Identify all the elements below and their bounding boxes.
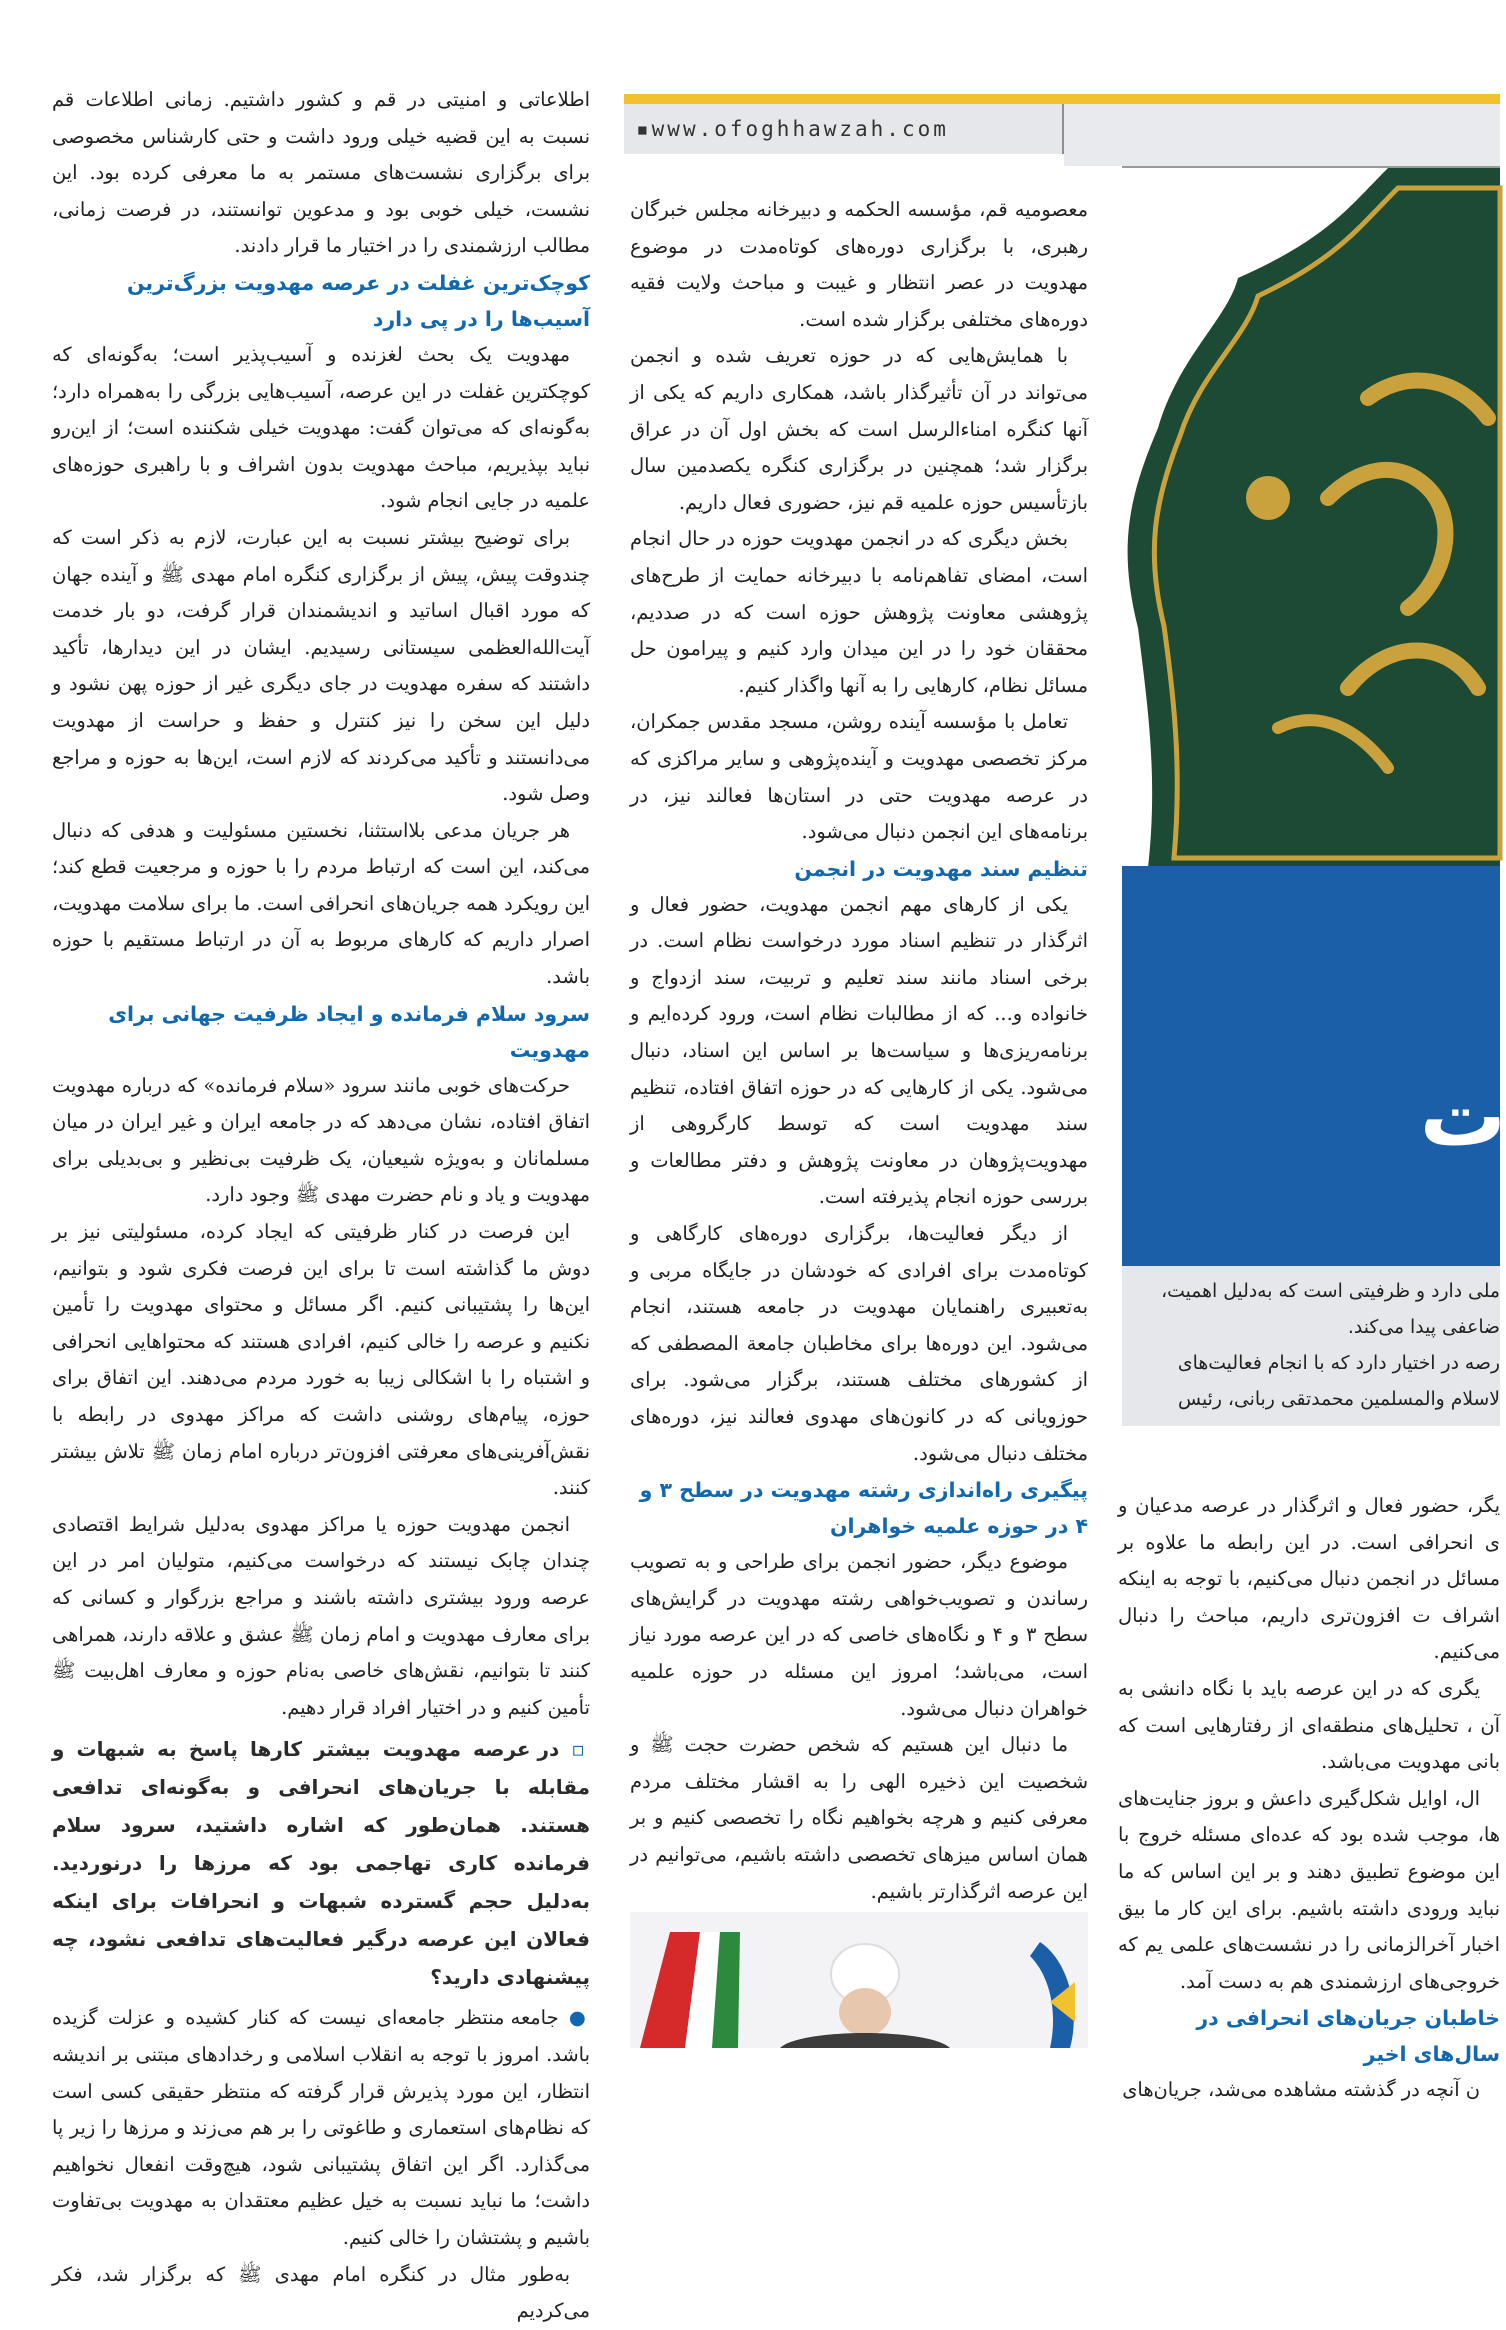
paragraph: حرکت‌های خوبی مانند سرود «سلام فرمانده» که درباره مهدویت اتفاق افتاده، نشان می‌دهد که در جامعه ایران و غیر ایران در میان مسلمانان و به‌ویژه شیعیان، یک ظرفیت بی‌نظیر و بی‌بدیلی برای مهدویت و یاد و نام حضرت مهدی ﷺ وجود دارد. bbox=[52, 1073, 590, 1207]
section-heading: پیگیری راه‌اندازی رشته مهدویت در سطح ۳ و ۴ در حوزه علمیه خواهران bbox=[639, 1478, 1088, 1539]
emblem-seal-icon bbox=[1246, 476, 1290, 520]
paragraph: با همایش‌هایی که در حوزه تعریف شده و انجمن می‌تواند در آن تأثیرگذار باشد، همکاری داریم که یکی از آنها کنگره امناء‌الرسل است که بخش اول آن در عراق برگزار شد؛ همچنین در برگزاری کنگره یکصدمین سال بازتأسیس حوزه علمیه قم نیز، حضوری فعال داریم. bbox=[630, 344, 1088, 514]
paragraph: تعامل با مؤسسه آینده روشن، مسجد مقدس جمکران، مرکز تخصصی مهدویت و آینده‌پژوهی و سایر مراکزی که در عرصه مهدویت حتی در استان‌ها فعالند نیز، در برنامه‌های این انجمن دنبال می‌شود. bbox=[630, 710, 1088, 844]
website-url-label bbox=[624, 104, 1064, 154]
section-heading: سرود سلام فرمانده و ایجاد ظرفیت جهانی برای مهدویت bbox=[108, 1001, 590, 1062]
paragraph: ما دنبال این هستیم که شخص حضرت حجت ﷺ و شخصیت این ذخیره الهی را به اقشار مختلف مردم معرفی کنیم و هرچه بخواهیم نگاه را تخصصی کنیم و بر همان اساس میزهای تخصصی داشته باشیم، می‌توانیم در این عرصه اثرگذارتر باشیم. bbox=[630, 1733, 1088, 1903]
section-heading: کوچک‌ترین غفلت در عرصه مهدویت بزرگ‌ترین آسیب‌ها را در پی دارد bbox=[126, 270, 590, 331]
paragraph: موضوع دیگر، حضور انجمن برای طراحی و به تصویب رساندن و تصویب‌خواهی رشته مهدویت در گرایش‌های سطح ۳ و ۴ و نگاه‌های خاصی که در این عرصه مورد نیاز است، می‌باشد؛ امروز این مسئله در حوزه علمیه خواهران دنبال می‌شود. bbox=[630, 1550, 1088, 1720]
article-column-right bbox=[1118, 1488, 1500, 2102]
photo-illustration bbox=[630, 1912, 1088, 2048]
summary-line: رصه در اختیار دارد که با انجام فعالیت‌های bbox=[1177, 1353, 1500, 1374]
summary-box bbox=[1122, 1266, 1500, 1426]
paragraph: مهدویت یک بحث لغزنده و آسیب‌پذیر است؛ به‌گونه‌ای که کوچکترین غفلت در این عرصه، آسیب‌هایی بزرگی را به‌همراه دارد؛ به‌گونه‌ای که می‌توان گفت: مهدویت خیلی شکننده است؛ از این‌رو نباید بپذیریم، مباحث مهدویت بدون اشراف و با راهبری حوزه‌های علمیه در جایی انجام شود. bbox=[52, 342, 590, 513]
interviewee-photo bbox=[630, 1912, 1088, 2048]
question-marker-icon: ▫ bbox=[571, 1737, 590, 1762]
title-glyph: ت bbox=[1419, 1066, 1506, 1166]
face-shape bbox=[839, 1988, 891, 2036]
summary-line: لاسلام والمسلمین محمدتقی ربانی، رئیس bbox=[1178, 1389, 1500, 1410]
section-heading: خاطبان جریان‌های انحرافی در سال‌های اخیر bbox=[1196, 2006, 1500, 2067]
summary-line: ملی دارد و ظرفیتی است که به‌دلیل اهمیت، bbox=[1161, 1281, 1500, 1302]
emblem-artwork bbox=[1118, 168, 1500, 868]
paragraph: یگری که در این عرصه باید با نگاه دانشی به آن ، تحلیل‌های منطقه‌ای از رفتارهایی است که بانی مهدویت می‌باشد. bbox=[1118, 1676, 1500, 1774]
paragraph: برای توضیح بیشتر نسبت به این عبارت، لازم به ذکر است که چندوقت پیش، پیش از برگزاری کنگره امام مهدی ﷺ و آینده جهان که مورد اقبال اساتید و اندیشمندان قرار گرفت، دو بار خدمت آیت‌الله‌العظمی سیستانی رسیدیم. ایشان در این دیدارها، تأکید داشتند که سفره مهدویت در جای دیگری غیر از حوزه پهن نشود و دلیل این سخن را نیز کنترل و حفظ و حراست از مهدویت می‌دانستند و تأکید می‌کردند که لازم است، این‌ها به حوزه و مراجع وصل شود. bbox=[52, 525, 590, 806]
summary-line: ضاعفی پیدا می‌کند. bbox=[1347, 1317, 1500, 1338]
paragraph: این فرصت در کنار ظرفیتی که ایجاد کرده، مسئولیتی نیز بر دوش ما گذاشته است تا برای این فرصت فکری شود و بتوانیم، این‌ها را پشتیبانی کنیم. اگر مسائل و محتوای مهدویت را تأمین نکنیم و عرصه را خالی کنیم، افرادی هستند که محتواهایی انحرافی و اشتباه را با اشکالی زیبا به خورد مردم می‌دهند. این اتفاق برای حوزه، پیام‌های روشنی داشت که مراکز مهدوی در رابطه با نقش‌آفرینی‌های معرفتی افزون‌تر درباره امام زمان ﷺ تلاش بیشتر کنند. bbox=[52, 1220, 590, 1500]
paragraph: به‌طور مثال در کنگره امام مهدی ﷺ که برگزار شد، فکر می‌کردیم bbox=[52, 2262, 590, 2323]
answer-text: جامعه منتظر جامعه‌ای نیست که کنار کشیده و عزلت گزیده باشد. امروز با توجه به انقلاب اسلامی و رخدادهای مبتنی بر اندیشه انتظار، این مورد پذیرش قرار گرفته که منتظر حقیقی کسی است که نظام‌های استعماری و طاغوتی را بر هم می‌زند و مرزها را زیر پا می‌گذارد. اگر این اتفاق پشتیبانی شود، هیچ‌وقت انفعال نخواهیم داشت؛ ما نباید نسبت به خیل عظیم معتقدان به مهدویت بی‌تفاوت باشیم و پشتشان را خالی کنیم. bbox=[52, 2006, 590, 2249]
paragraph: هر جریان مدعی بلااستثنا، نخستین مسئولیت و هدفی که دنبال می‌کند، این است که ارتباط مردم را با حوزه و مرجعیت قطع کند؛ این رویکرد همه جریان‌های انحرافی است. ما برای سلامت مهدویت، اصرار داریم که کارهای مربوط به آن در ارتباط مستقیم با حوزه باشد. bbox=[52, 818, 590, 989]
calligraphy-emblem bbox=[1118, 168, 1500, 868]
section-heading: تنظیم سند مهدویت در انجمن bbox=[794, 856, 1088, 881]
header-accent-bar bbox=[624, 94, 1500, 104]
paragraph: ال، اوایل شکل‌گیری داعش و بروز جنایت‌های ها، موجب شده بود که عده‌ای مسئله خروج با این موضوع تطبیق دهند و بر این اساس که ما نباید ورودی داشته باشیم. برای این کار ما بیق اخبار آخرالزمانی را در نشست‌های علمی یم که خروجی‌های ارزشمندی هم به دست آمد. bbox=[1118, 1786, 1500, 1993]
paragraph: ن آنچه در گذشته مشاهده می‌شد، جریان‌های bbox=[1122, 2078, 1480, 2102]
blue-title-panel bbox=[1122, 866, 1506, 1266]
square-bullet-icon: ▪ bbox=[636, 117, 652, 141]
paragraph: انجمن مهدویت حوزه یا مراکز مهدوی به‌دلیل شرایط اقتصادی چندان چابک نیستند که درخواست می‌کنیم، متولیان امر در این عرصه ورود بیشتری داشته باشند و مراجع بزرگوار و کسانی که برای معارف مهدویت و امام زمان ﷺ عشق و علاقه دارند، همراهی کنند تا بتوانیم، نقش‌های خاصی به‌نام حوزه و معارف اهل‌بیت ﷺ تأمین کنیم و در اختیار افراد قرار دهیم. bbox=[52, 1512, 590, 1719]
question-text: در عرصه مهدویت بیشتر کارها پاسخ به شبهات و مقابله با جریان‌های انحرافی و به‌گونه‌ای تدافعی هستند. همان‌طور که اشاره داشتید، سرود سلام فرمانده کاری تهاجمی بود که مرزها را درنوردید. به‌دلیل حجم گسترده شبهات و انحرافات برای اینکه فعالان این عرصه درگیر فعالیت‌های تدافعی نشود، چه پیشنهادی دارید؟ bbox=[52, 1737, 590, 1990]
paragraph: از دیگر فعالیت‌ها، برگزاری دوره‌های کارگاهی و کوتاه‌مدت برای افرادی که خودشان در جایگاه مربی و به‌تعبیری راهنمایان مهدویت در جامعه هستند، انجام می‌شود. این دوره‌ها برای مخاطبان جامعة المصطفی که از کشورهای مختلف هستند، برگزار می‌شود. برای حوزویانی که در کانون‌های مهدوی فعالند نیز، دوره‌های مختلف دنبال می‌شود. bbox=[630, 1222, 1088, 1465]
article-column-middle bbox=[630, 192, 1088, 1903]
paragraph: اطلاعاتی و امنیتی در قم و کشور داشتیم. زمانی اطلاعات قم نسبت به این قضیه خیلی ورود داشت و حتی کارشناس مخصوصی برای برگزاری نشست‌های مستمر به ما معرفی کرده بود. این نشست، خیلی خوبی بود و مدعوین توانستند، در فرصت زمانی، مطالب ارزشمندی را در اختیار ما قرار دادند. bbox=[52, 88, 590, 258]
paragraph: معصومیه قم، مؤسسه الحکمه و دبیرخانه مجلس خبرگان رهبری، با برگزاری دوره‌های کوتاه‌مدت در موضوع مهدویت در عصر انتظار و غیبت و مباحث ولایت فقیه دوره‌های مختلفی برگزار شده است. bbox=[630, 198, 1088, 331]
answer-bullet-icon: ● bbox=[568, 2006, 590, 2030]
interview-answer bbox=[52, 2000, 590, 2256]
website-url: www.ofoghhawzah.com bbox=[651, 117, 949, 141]
paragraph: یگر، حضور فعال و اثرگذار در عرصه مدعیان و ی انحرافی است. در این رابطه ما علاوه بر مسائل در انجمن دنبال می‌کنیم، با توجه به اینکه اشراف ت افزون‌تری داریم، مباحث را دنبال می‌کنیم. bbox=[1118, 1494, 1500, 1664]
header-strip bbox=[1064, 104, 1500, 166]
paragraph: بخش دیگری که در انجمن مهدویت حوزه در حال انجام است، امضای تفاهم‌نامه با دبیرخانه حمایت از طرح‌های پژوهشی معاونت پژوهش حوزه است که در صددیم، محققان خود را در این میدان وارد کنیم و پیرامون حل مسائل نظام، کارهایی را به آنها واگذار کنیم. bbox=[630, 527, 1088, 697]
article-column-left bbox=[52, 82, 590, 2323]
interview-question bbox=[52, 1730, 590, 1996]
paragraph: یکی از کارهای مهم انجمن مهدویت، حضور فعال و اثرگذار در تنظیم اسناد مورد درخواست نظام است. در برخی اسناد مانند سند تعلیم و تربیت، سند ازدواج و خانواده و... که از مطالبات نظام است، ورود کرده‌ایم و برنامه‌ریزی‌ها و سیاست‌ها بر اساس این اسناد، دنبال می‌شود. یکی از کارهایی که در حوزه اتفاق افتاده، تنظیم سند مهدویت است که توسط کارگروهی از مهدویت‌پژوهان در معاونت پژوهش و دفتر مطالعات و بررسی حوزه انجام پذیرفته است. bbox=[630, 892, 1088, 1209]
